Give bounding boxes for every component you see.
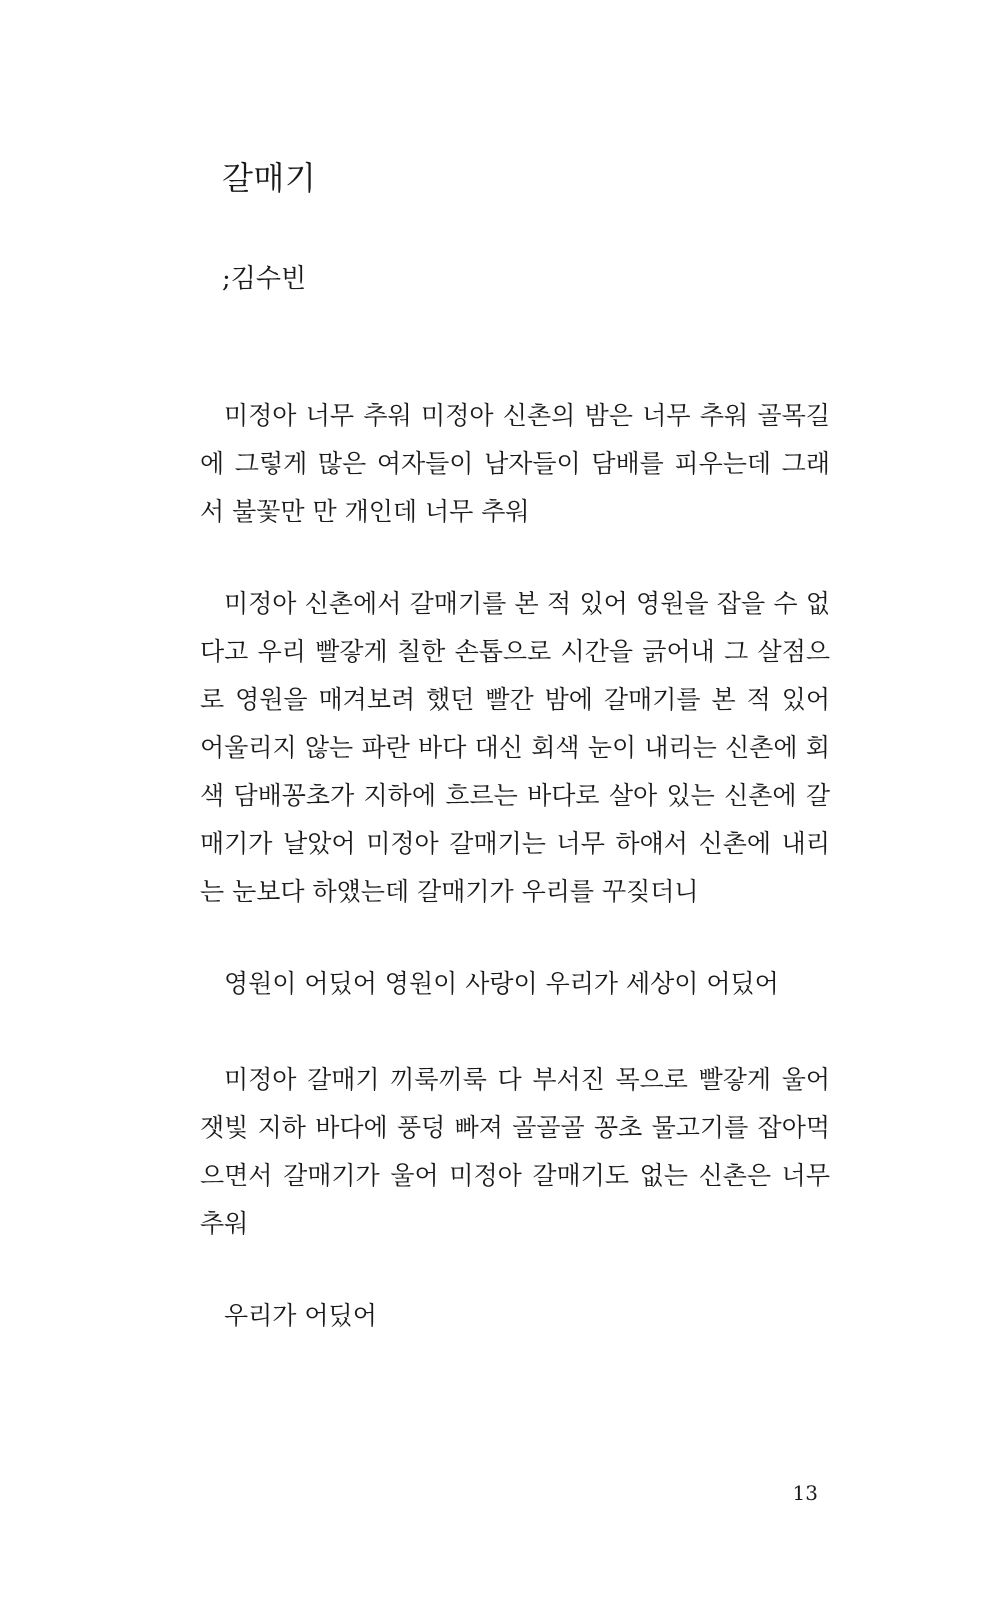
poem-line: 잿빛 지하 바다에 풍덩 빠져 골골골 꽁초 물고기를 잡아먹 [200,1113,830,1142]
poem-line: 서 불꽃만 만 개인데 너무 추워 [200,497,530,526]
stanza-5 [200,1292,830,1340]
poem-line: 에 그렇게 많은 여자들이 남자들이 담배를 피우는데 그래 [200,449,830,478]
poem-line: 미정아 갈매기 끼룩끼룩 다 부서진 목으로 빨갛게 울어 [224,1065,830,1094]
poem-line: 미정아 너무 추워 미정아 신촌의 밤은 너무 추워 골목길 [224,401,830,430]
poem-line: 으면서 갈매기가 울어 미정아 갈매기도 없는 신촌은 너무 [200,1161,830,1190]
poem-line: 매기가 날았어 미정아 갈매기는 너무 하얘서 신촌에 내리 [200,829,830,858]
poem-line: 추워 [200,1209,249,1238]
poem-title: 갈매기 [222,159,317,197]
stanza-2 [200,580,830,916]
poem-line: 다고 우리 빨갛게 칠한 손톱으로 시간을 긁어내 그 살점으 [200,637,830,666]
poem-line: 는 눈보다 하얬는데 갈매기가 우리를 꾸짖더니 [200,877,699,906]
poem-line: 색 담배꽁초가 지하에 흐르는 바다로 살아 있는 신촌에 갈 [200,781,830,810]
poem-line: 미정아 신촌에서 갈매기를 본 적 있어 영원을 잡을 수 없 [224,589,830,618]
poem-line: 영원이 어딨어 영원이 사랑이 우리가 세상이 어딨어 [224,969,779,998]
stanza-1 [200,392,830,536]
poem-line: 우리가 어딨어 [224,1301,377,1330]
stanza-4 [200,1056,830,1248]
poem-line: 로 영원을 매겨보려 했던 빨간 밤에 갈매기를 본 적 있어 [200,685,830,714]
page-number: 13 [792,1481,818,1505]
poem-line: 어울리지 않는 파란 바다 대신 회색 눈이 내리는 신촌에 회 [200,733,830,762]
poem-author: ;김수빈 [222,264,307,294]
stanza-3 [200,960,830,1008]
